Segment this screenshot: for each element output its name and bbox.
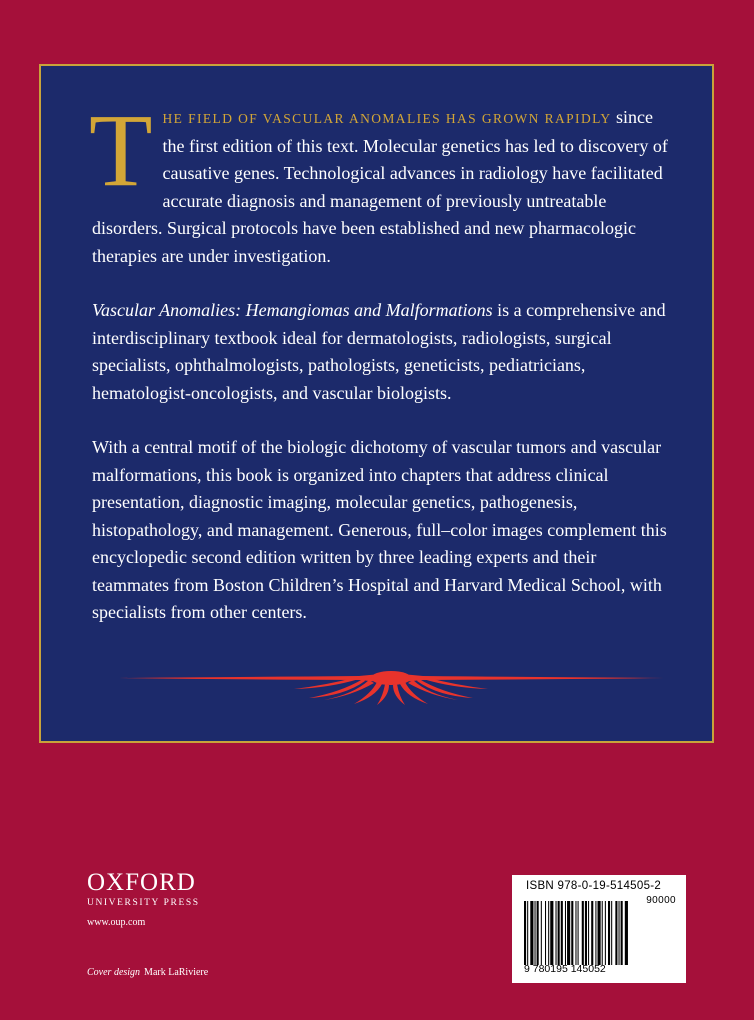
book-title: Vascular Anomalies: Hemangiomas and Malformations <box>92 300 493 320</box>
barcode-bar <box>565 901 566 965</box>
barcode-bar <box>621 901 623 965</box>
barcode-bar <box>582 901 584 965</box>
barcode-bar <box>578 901 579 965</box>
summary-text: is a comprehensive and interdisciplinary textbook ideal for dermatologists, radiologists, surgical specialists, ophthalmologists, pathologists, geneticists, pediatricians, hematologist-oncologists, and vascular biologists. <box>92 300 666 403</box>
barcode-bar <box>524 901 526 965</box>
barcode-bar <box>575 901 576 965</box>
barcode-bar <box>558 901 560 965</box>
publisher-url: www.oup.com <box>87 917 146 928</box>
barcode-bar <box>530 901 533 965</box>
barcode-bar <box>527 901 528 965</box>
ornament-divider <box>119 656 664 706</box>
barcode-bar <box>545 901 546 965</box>
barcode-bar <box>588 901 589 965</box>
barcode-bar <box>605 901 606 965</box>
barcode-digits: 9 780195 145052 <box>524 963 606 975</box>
barcode-bar <box>548 901 549 965</box>
barcode-bar <box>591 901 593 965</box>
credit-label: Cover design <box>87 967 141 978</box>
barcode-bar <box>567 901 570 965</box>
drop-cap: T <box>89 93 153 208</box>
publisher-logo <box>87 870 200 910</box>
publisher-press: UNIVERSITY PRESS <box>87 898 200 908</box>
barcode-bar <box>615 901 617 965</box>
barcode-bar <box>625 901 628 965</box>
isbn-text: ISBN 978-0-19-514505-2 <box>526 880 662 892</box>
barcode-bar <box>541 901 542 965</box>
barcode-bar <box>550 901 553 965</box>
barcode-bar <box>598 901 601 965</box>
addon-digits: 90000 <box>646 895 676 906</box>
publisher-name: OXFORD <box>87 869 196 896</box>
barcode-bar <box>535 901 536 965</box>
credit-name: Mark LaRiviere <box>144 967 209 978</box>
barcode-bar <box>619 901 620 965</box>
barcode-bar <box>611 901 612 965</box>
barcode-bar <box>537 901 539 965</box>
barcode-bar <box>571 901 573 965</box>
barcode-bar <box>595 901 596 965</box>
barcode-box <box>512 875 686 983</box>
barcode-bar <box>585 901 587 965</box>
cover-credit <box>87 967 208 978</box>
barcode-bar <box>608 901 610 965</box>
intro-paragraph <box>89 93 674 270</box>
back-cover-panel <box>39 64 714 743</box>
barcode-bars <box>524 901 676 965</box>
barcode-bar <box>556 901 557 965</box>
lead-caps: HE FIELD OF VASCULAR ANOMALIES HAS GROWN RAPIDLY <box>162 111 612 126</box>
barcode-bar <box>602 901 603 965</box>
motif-paragraph: With a central motif of the biologic dichotomy of vascular tumors and vascular malformations, this book is organized into chapters that address clinical presentation, diagnostic imaging, molecular genetics, pathogenesis, histopathology, and management. Generous, full–color images complement this encyclopedic second edition written by three leading experts and their teammates from Boston Children’s Hospital and Harvard Medical School, with specialists from other centers. <box>92 437 667 622</box>
summary-paragraph <box>92 297 674 407</box>
intro-rest: since the first edition of this text. Molecular genetics has led to discovery of causative genes. Technological advances in radiology have facilitated accurate diagnosis and management of previously untreatable disorders. Surgical protocols have been established and new pharmacologic therapies are under investigation. <box>92 107 668 266</box>
barcode-bar <box>561 901 563 965</box>
description-text <box>89 93 674 654</box>
